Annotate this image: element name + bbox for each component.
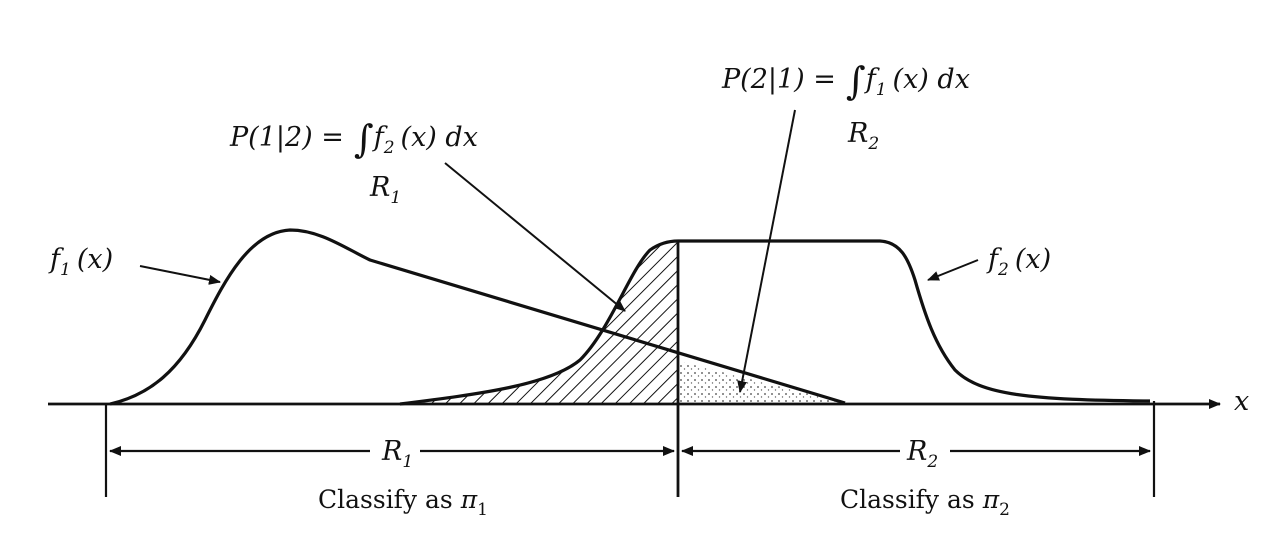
p21-region-label: $R_2$	[848, 118, 880, 154]
p21-formula: $P(2|1) = \int f_1$ (x) dx	[722, 59, 970, 103]
p21-pointer-arrow	[740, 110, 795, 392]
p21-dotted-area	[678, 361, 845, 404]
f2-label: $f_2$ (x)	[988, 244, 1052, 280]
p12-formula: $P(1|2) = \int f_2$ (x) dx	[230, 117, 478, 161]
f1-label: $f_1$ (x)	[50, 244, 114, 280]
f1-pointer-arrow	[140, 266, 220, 282]
p12-pointer-arrow	[445, 163, 625, 311]
r1-label: $R_1$	[382, 436, 414, 472]
x-axis-label: x	[1234, 386, 1250, 417]
classify-pi2-label: Classify as $\pi_2$	[840, 485, 1010, 520]
r2-label: $R_2$	[907, 436, 939, 472]
classify-pi1-label: Classify as $\pi_1$	[318, 485, 488, 520]
p12-region-label: $R_1$	[370, 172, 402, 208]
f2-pointer-arrow	[928, 260, 978, 280]
